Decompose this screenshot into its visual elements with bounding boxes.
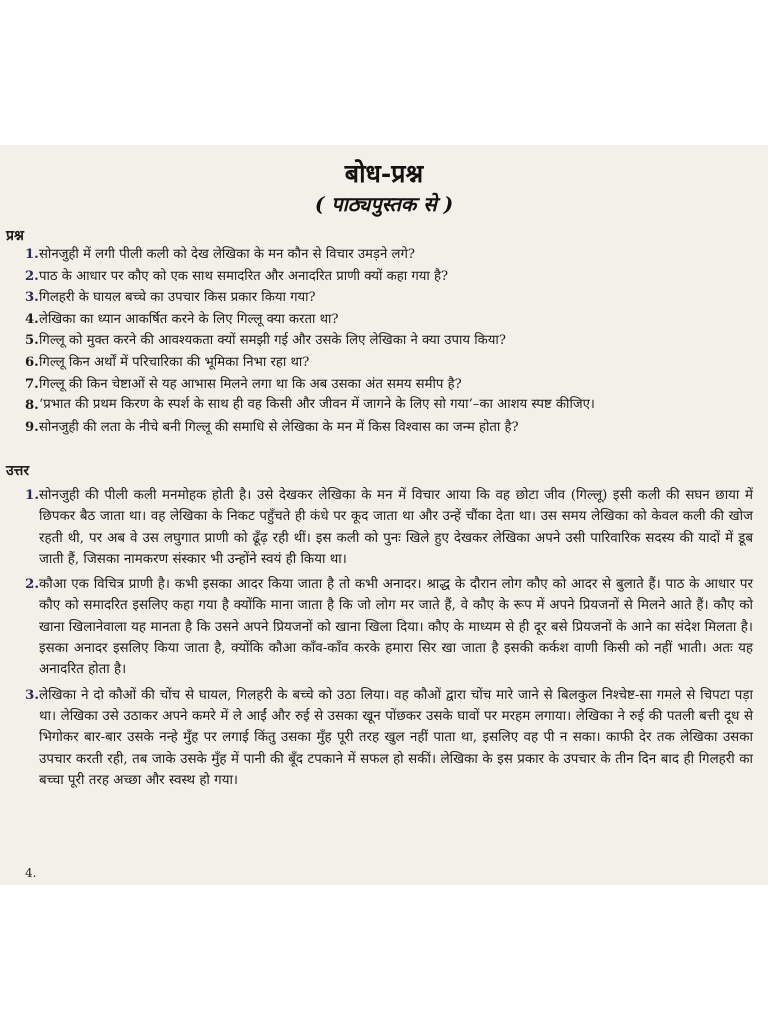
question-item: [25, 244, 753, 266]
question-item: [25, 417, 753, 439]
answer-text: लेखिका ने दो कौओं की चोंच से घायल, गिलहरी के बच्चे को उठा लिया। वह कौओं द्वारा चोंच मारे जाने से बिलकुल निश्चेष्ट-सा गमले से चिपटा पड़ा था। लेखिका उसे उठाकर अपने कमरे में ले आईं और रुई से उसका खून पोंछकर उसके घावों पर मरहम लगाया। लेखिका ने रुई की पतली बत्ती दूध से भिगोकर बार-बार उसके नन्हे मुँह पर लगाई किंतु उसका मुँह पूरी तरह खुल नहीं पाता था, इसलिए वह पी न सका। काफी देर तक लेखिका उसका उपचार करती रही, तब जाके उसके मुँह में पानी की बूँद टपकाने में सफल हो सकीं। लेखिका के इस प्रकार के उपचार के तीन दिन बाद ही गिलहरी का बच्चा पूरी तरह अच्छा और स्वस्थ हो गया।: [39, 687, 753, 788]
question-text: गिलहरी के घायल बच्चे का उपचार किस प्रकार किया गया?: [39, 290, 316, 306]
answer-item: [25, 685, 753, 791]
question-number: 3.: [25, 290, 39, 306]
answer-list: [25, 485, 753, 795]
page-title: बोध-प्रश्न: [344, 159, 424, 188]
answer-text: कौआ एक विचित्र प्राणी है। कभी इसका आदर किया जाता है तो कभी अनादर। श्राद्ध के दौरान लोग कौए को आदर से बुलाते हैं। पाठ के आधार पर कौए को समादरित इसलिए कहा गया है क्योंकि माना जाता है कि जो लोग मर जाते हैं, वे कौए के रूप में अपने प्रियजनों से मिलने आते हैं। कौए को खाना खिलानेवाला यह मानता है कि उसने अपने प्रियजनों को खाना खिला दिया। कौए के माध्यम से ही दूर बसे प्रियजनों के आने का संदेश मिलता है। इसका अनादर इसलिए किया जाता है, क्योंकि कौआ काँव-काँव करके हमारा सिर खा जाता है इसकी कर्कश वाणी किसी को नहीं भाती। अतः यह अनादरित होता है।: [39, 577, 753, 678]
question-number: 7.: [25, 376, 39, 392]
question-item: [25, 374, 753, 396]
question-text: गिल्लू की किन चेष्टाओं से यह आभास मिलने लगा था कि अब उसका अंत समय समीप है?: [39, 376, 462, 392]
question-text: ‘प्रभात की प्रथम किरण के स्पर्श के साथ ही वह किसी और जीवन में जागने के लिए सो गया’–का आशय स्पष्ट कीजिए।: [39, 397, 595, 413]
question-number: 5.: [25, 333, 39, 349]
question-item: [25, 309, 753, 331]
page-subtitle: ( पाठ्यपुस्तक से ): [314, 192, 454, 216]
question-number: 4.: [25, 311, 39, 327]
question-text: सोनजुही में लगी पीली कली को देख लेखिका के मन कौन से विचार उमड़ने लगे?: [39, 247, 415, 262]
answer-item: [25, 574, 753, 680]
question-number: 9.: [25, 419, 39, 435]
question-number: 6.: [25, 354, 39, 370]
answer-number: 3.: [25, 686, 39, 703]
question-text: सोनजुही की लता के नीचे बनी गिल्लू की समाधि से लेखिका के मन में किस विश्वास का जन्म होता है?: [39, 419, 519, 435]
question-text: गिल्लू किन अर्थों में परिचारिका की भूमिका निभा रहा था?: [39, 354, 310, 370]
question-item: [25, 395, 753, 417]
question-item: [25, 287, 753, 309]
question-text: पाठ के आधार पर कौए को एक साथ समादरित और अनादरित प्राणी क्यों कहा गया है?: [39, 268, 449, 284]
answers-label: उत्तर: [6, 463, 30, 479]
question-list: [25, 244, 753, 438]
answer-number: 1.: [25, 487, 39, 503]
question-text: गिल्लू को मुक्त करने की आवश्यकता क्यों समझी गई और उसके लिए लेखिका ने क्या उपाय किया?: [39, 333, 506, 349]
answer-text: सोनजुही की पीली कली मनमोहक होती है। उसे देखकर लेखिका के मन में विचार आया कि वह छोटा जीव (गिल्लू) इसी कली की सघन छाया में छिपकर बैठ जाता था। वह लेखिका के निकट पहुँचते ही कंधे पर कूद जाता था और उन्हें चौंका देता था। उस समय लेखिका को केवल कली की खोज रहती थी, पर अब वे उस लघुगात प्राणी को ढूँढ़ रही थीं। इस कली को पुनः खिले हुए देखकर लेखिका अपने उसी पारिवारिक सदस्य की यादों में डूब जाती हैं, जिसका नामकरण संस्कार भी उन्होंने स्वयं ही किया था।: [39, 488, 753, 567]
answer-item: [25, 485, 753, 570]
question-item: [25, 352, 753, 374]
questions-label: प्रश्न: [6, 228, 24, 244]
question-text: लेखिका का ध्यान आकर्षित करने के लिए गिल्लू क्या करता था?: [39, 311, 339, 327]
next-item-number: 4.: [25, 866, 37, 880]
question-number: 2.: [25, 268, 39, 284]
answer-number: 2.: [25, 576, 39, 593]
question-number: 1.: [25, 247, 39, 262]
question-number: 8.: [25, 398, 39, 414]
question-item: [25, 266, 753, 288]
question-item: [25, 330, 753, 352]
